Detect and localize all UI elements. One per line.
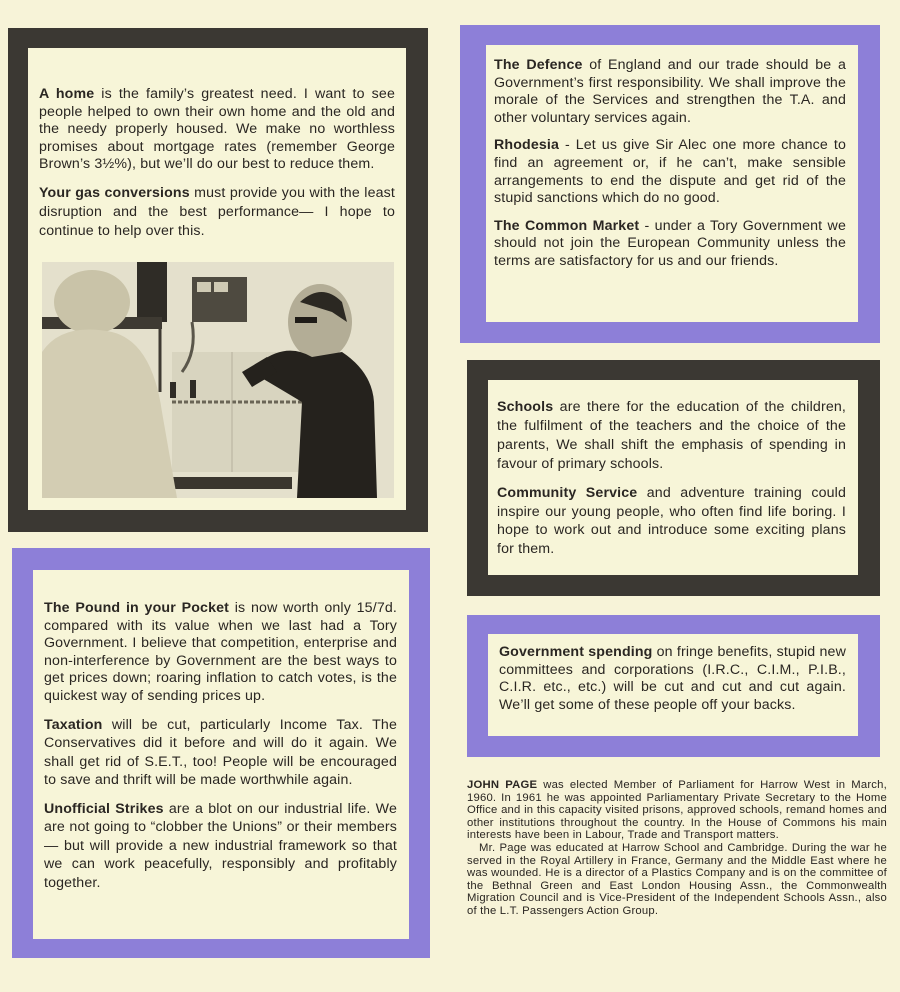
government-spending-lead: Government spending — [499, 644, 653, 660]
spending-panel-frame — [467, 615, 880, 757]
defence-paragraph: The Defence of England and our trade should be a Government’s first responsibility. We shall improve the morale of the Services and strengthen the T.A. and other voluntary services again. — [494, 57, 846, 126]
candidate-bio — [467, 779, 887, 918]
home-panel-frame — [8, 28, 428, 532]
gas-conversions-lead: Your gas conversions — [39, 184, 190, 201]
home-panel — [28, 48, 406, 510]
rhodesia-paragraph: Rhodesia - Let us give Sir Alec one more chance to find an agreement or, if he can’t, make sensible arrangements to end the dispute and get rid of the stupid sanctions which do no good. — [494, 137, 846, 207]
gas-inspection-photo — [42, 262, 394, 498]
defence-lead: The Defence — [494, 57, 583, 73]
bio-paragraph-2: Mr. Page was educated at Harrow School and Cambridge. During the war he served in the Royal Artillery in France, Germany and the Middle East where he was wounded. He is a director of a Plastics Company and is on the committee of the Bethnal Green and East London Housing Assn., the Commonwealth Migration Council and is Vice-President of the Independent Schools Assn., also of the L.T. Passengers Action Group. — [467, 841, 887, 917]
schools-paragraph: Schools are there for the education of the children, the fulfilment of the teachers and the choice of the parents, We shall shift the emphasis of spending in favour of primary schools. — [497, 399, 846, 472]
defence-panel-frame — [460, 25, 880, 343]
taxation-lead: Taxation — [44, 716, 103, 733]
schools-lead: Schools — [497, 399, 554, 415]
rhodesia-lead: Rhodesia — [494, 137, 560, 154]
taxation-paragraph: Taxation will be cut, particularly Income Tax. The Conservatives did it before and will do it again. We shall get rid of S.E.T., too! People will be encouraged to save and thrift will be made worthwhile again. — [44, 716, 397, 789]
bio-paragraph-1: JOHN PAGE was elected Member of Parliament for Harrow West in March, 1960. In 1961 he was appointed Parliamentary Private Secretary to the Home Office and in this capacity visited prisons, approved schools, remand homes and other institutions throughout the country. In the House of Commons his main interests have been in Labour, Trade and Transport matters. — [467, 779, 887, 842]
community-service-lead: Community Service — [497, 485, 638, 501]
schools-panel — [488, 380, 858, 575]
unofficial-strikes-paragraph: Unofficial Strikes are a blot on our industrial life. We are not going to “clobber the Unions” or their members — but will provide a new industrial framework so that we can work peacefully, responsibly and profitably together. — [44, 800, 397, 891]
spending-panel — [488, 634, 858, 736]
economy-panel-frame — [12, 548, 430, 958]
candidate-name: JOHN PAGE — [467, 779, 538, 791]
gas-conversions-paragraph: Your gas conversions must provide you with the least disruption and the best performance— I hope to continue to help over this. — [39, 184, 395, 239]
pound-lead: The Pound in your Pocket — [44, 600, 230, 616]
schools-panel-frame — [467, 360, 880, 596]
community-service-paragraph: Community Service and adventure training could inspire our young people, who often find life boring. I hope to work out and introduce some exciting plans for them. — [497, 485, 846, 557]
defence-panel — [486, 45, 858, 322]
government-spending-paragraph: Government spending on fringe benefits, stupid new committees and corporations (I.R.C., C.I.M., P.I.B., C.I.R. etc., etc.) will be cut and cut and cut again. We’ll get some of these people off your backs. — [499, 644, 846, 713]
economy-panel — [33, 570, 409, 939]
home-paragraph: A home is the family’s greatest need. I want to see people helped to own their own home and the old and the needy properly housed. We make no worthless promises about mortgage rates (remember George Brown’s 3½%), but we’ll do our best to reduce them. — [39, 86, 395, 173]
common-market-lead: The Common Market — [494, 217, 640, 234]
unofficial-strikes-lead: Unofficial Strikes — [44, 800, 164, 817]
home-lead: A home — [39, 86, 95, 102]
pound-paragraph: The Pound in your Pocket is now worth only 15/7d. compared with its value when we last had a Tory Government. I believe that competition, enterprise and non-interference by Government are the best ways to get prices down; roaring inflation to catch votes, is the quickest way of sending prices up. — [44, 600, 397, 704]
photo-illustration — [42, 262, 394, 498]
common-market-paragraph: The Common Market - under a Tory Government we should not join the European Community unless the terms are satisfactory for us and our friends. — [494, 217, 846, 269]
